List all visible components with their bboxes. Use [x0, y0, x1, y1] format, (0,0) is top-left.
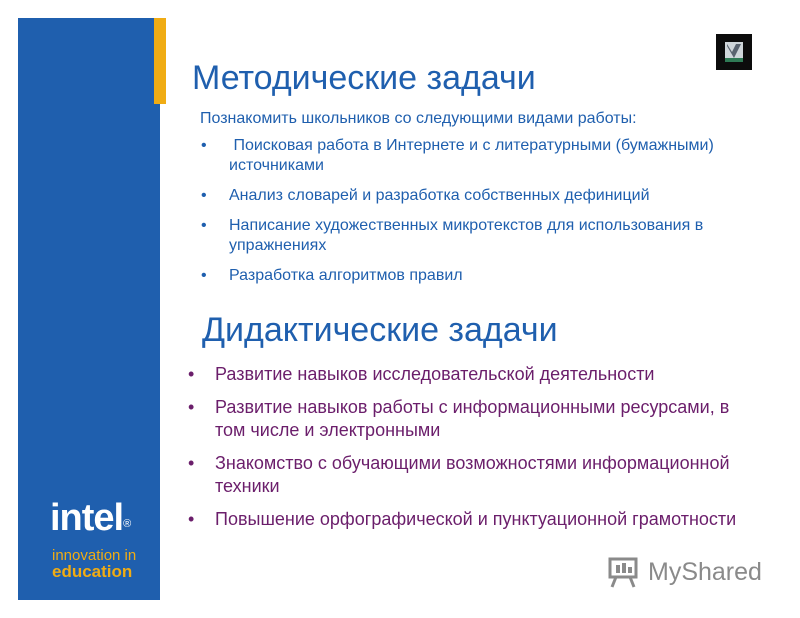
myshared-watermark — [606, 555, 762, 589]
registered-mark: ® — [123, 518, 131, 530]
slide-thumbnail-icon — [716, 34, 752, 70]
didactic-goals-list — [188, 363, 748, 541]
presentation-board-icon — [606, 555, 640, 589]
tagline-line-2: education — [52, 562, 133, 581]
methodical-goals-title: Методические задачи — [192, 59, 536, 97]
accent-bar — [154, 18, 166, 104]
methodical-intro-text: Познакомить школьников со следующими видами работы: — [200, 110, 637, 127]
tagline-line-1: innovation in — [52, 547, 137, 564]
list-item: • Анализ словарей и разработка собственных дефиниций — [200, 186, 760, 206]
list-item: • Развитие навыков исследовательской деятельности — [188, 363, 748, 386]
logo-tagline — [52, 548, 162, 580]
list-item: • Поисковая работа в Интернете и с литературными (бумажными) источниками — [200, 136, 760, 176]
list-item: • Разработка алгоритмов правил — [200, 266, 760, 286]
intel-logo-text: intel — [50, 497, 124, 539]
list-item: • Знакомство с обучающими возможностями информационной техники — [188, 452, 748, 498]
list-item: • Развитие навыков работы с информационными ресурсами, в том числе и электронными — [188, 396, 748, 442]
list-item: • Написание художественных микротекстов для использования в упражнениях — [200, 216, 760, 256]
methodical-goals-list — [200, 136, 760, 296]
watermark-text: MyShared — [648, 557, 762, 586]
intel-logo — [50, 498, 130, 538]
list-item: • Повышение орфографической и пунктуационной грамотности — [188, 508, 748, 531]
didactic-goals-title: Дидактические задачи — [202, 311, 558, 349]
